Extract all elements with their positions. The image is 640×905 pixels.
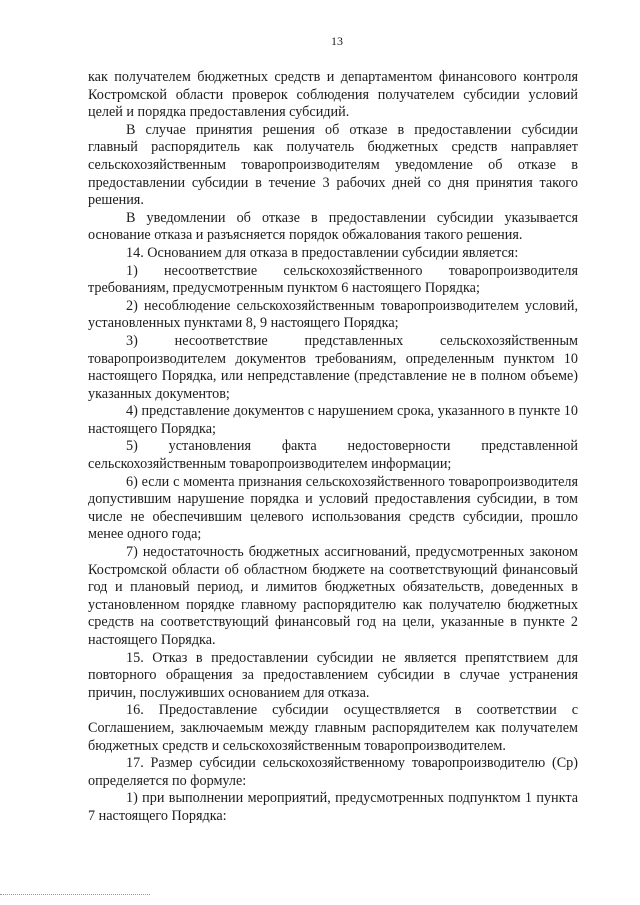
paragraph-1: В случае принятия решения об отказе в предоставлении субсидии главный распорядитель как получатель бюджетных средств направляет сельскохозяйственным товаропроизводителям уведомление об отказе в предоставлении субсидии в течение 3 рабочих дней со дня принятия такого решения. — [88, 121, 578, 209]
paragraph-3: 14. Основанием для отказа в предоставлении субсидии является: — [126, 244, 519, 261]
list-item-7: 7) недостаточность бюджетных ассигнований, предусмотренных законом Костромской области об областном бюджете на соответствующий финансовый год и плановый период, и лимитов бюджетных обязательств, доведенных в установленном порядке главному распорядителю как получателю бюджетных средств на соответствующий финансовый год на цели, указанные в пункте 2 настоящего Порядка. — [88, 544, 578, 648]
page-number: 13 — [331, 34, 343, 48]
footer-divider — [0, 894, 150, 895]
document-page — [88, 34, 578, 826]
paragraph-0: как получателем бюджетных средств и департаментом финансового контроля Костромской области проверок соблюдения получателем субсидии условий целей и порядка предоставления субсидий. — [88, 69, 578, 121]
list-item-6: 6) если с момента признания сельскохозяйственного товаропроизводителя допустившим нарушение порядка и условий предоставления субсидии, в том числе не обеспечившим целевого использования средств субсидии, прошло менее одного года; — [88, 473, 578, 543]
list-item-5: 5) установления факта недостоверности представленной сельскохозяйственным товаропроизводителем информации; — [88, 438, 578, 473]
paragraph-2: В уведомлении об отказе в предоставлении субсидии указывается основание отказа и разъясняется порядок обжалования такого решения. — [88, 209, 578, 244]
list-item-3: 3) несоответствие представленных сельскохозяйственным товаропроизводителем документов требованиям, определенным пунктом 10 настоящего Порядка, или непредставление (представление не в полном объеме) указанных документов; — [88, 332, 578, 402]
paragraph-15: 15. Отказ в предоставлении субсидии не является препятствием для повторного обращения за предоставлением субсидии в случае устранения причин, послуживших основанием для отказа. — [88, 649, 578, 701]
list-item-1: 1) несоответствие сельскохозяйственного товаропроизводителя требованиям, предусмотренным пунктом 6 настоящего Порядка; — [88, 262, 578, 297]
paragraph-16: 16. Предоставление субсидии осуществляется в соответствии с Соглашением, заключаемым между главным распорядителем как получателем бюджетных средств и сельскохозяйственным товаропроизводителем. — [88, 702, 578, 754]
list-item-4: 4) представление документов с нарушением срока, указанного в пункте 10 настоящего Порядка; — [88, 403, 578, 437]
formula-case-1: 1) при выполнении мероприятий, предусмотренных подпунктом 1 пункта 7 настоящего Порядка: — [88, 790, 578, 824]
paragraph-17: 17. Размер субсидии сельскохозяйственному товаропроизводителю (Ср) определяется по формуле: — [88, 755, 578, 789]
document-body — [88, 69, 578, 826]
list-item-2: 2) несоблюдение сельскохозяйственным товаропроизводителем условий, установленных пунктами 8, 9 настоящего Порядка; — [88, 297, 578, 332]
